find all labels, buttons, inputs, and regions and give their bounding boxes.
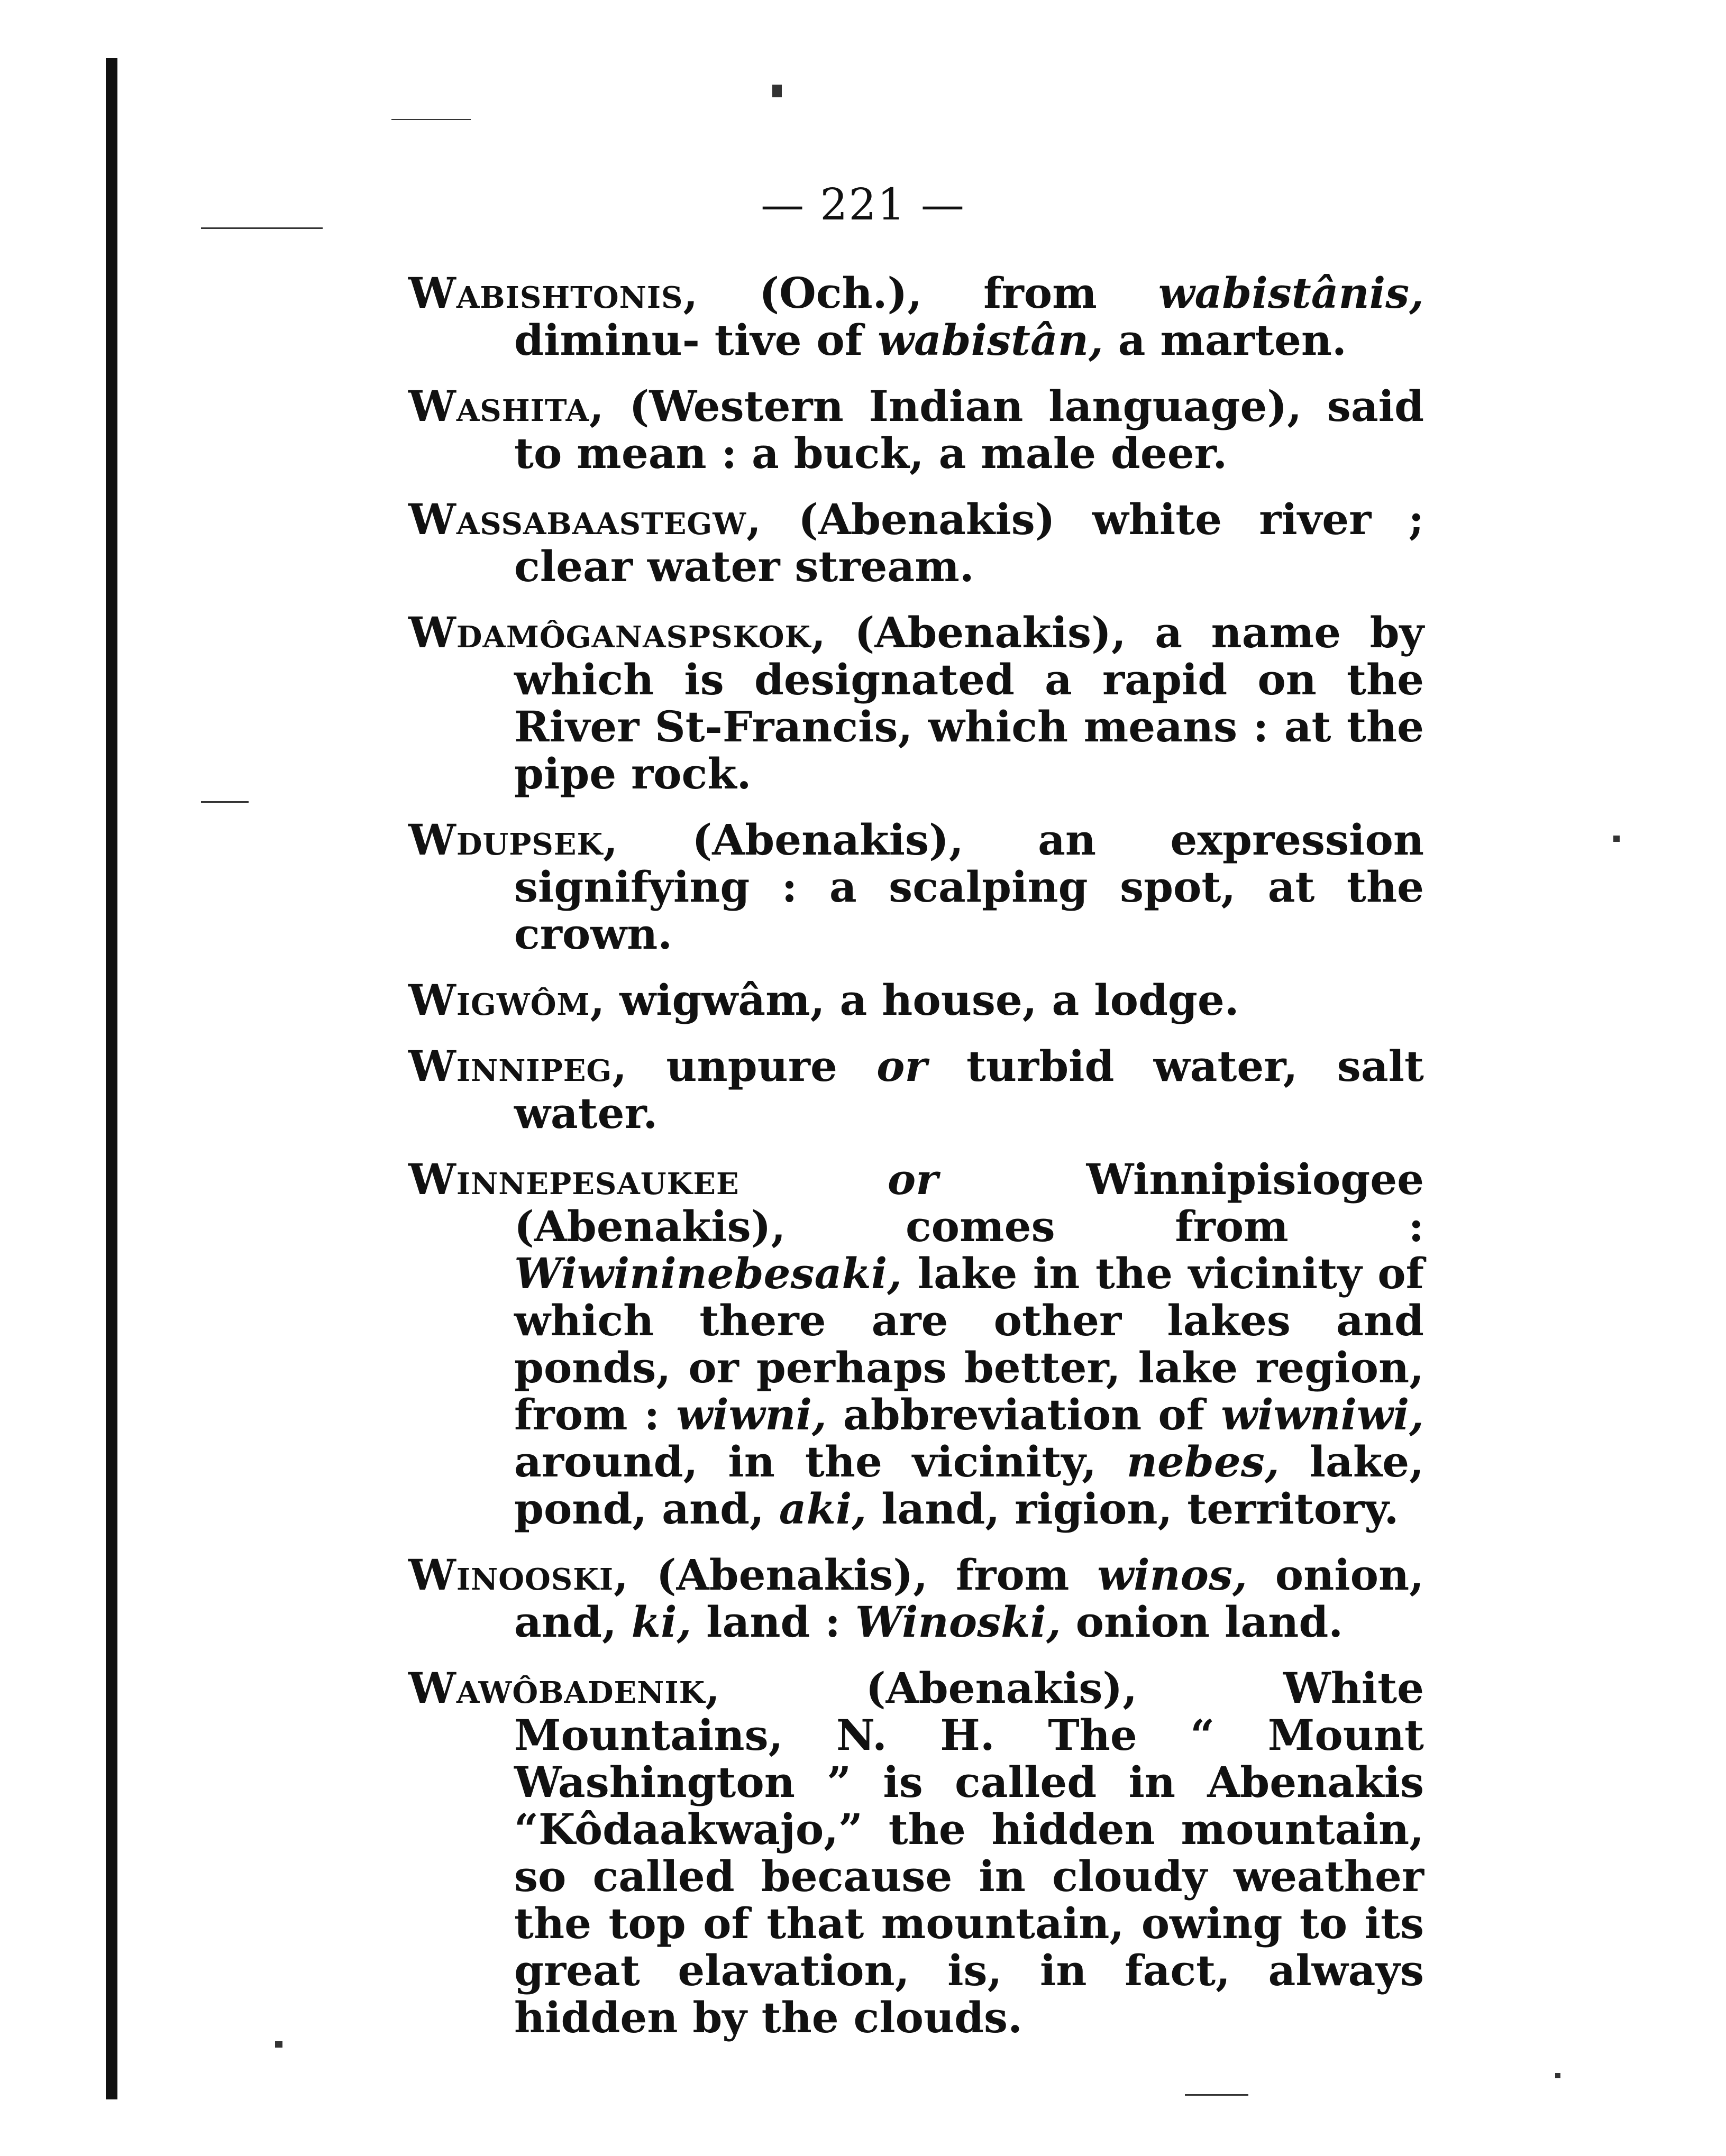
entry-winnipeg [408, 1043, 1424, 1137]
scan-speck [772, 85, 782, 97]
entry-text: , wigwâm, a house, a lodge. [590, 975, 1239, 1025]
entry-wdupsek [408, 816, 1424, 958]
entry-headword: Wabishtonis [408, 268, 683, 318]
entry-wdamoganaspskok [408, 609, 1424, 797]
entry-text: , unpure [612, 1041, 877, 1091]
entry-text: , (Abenakis), White Mountains, N. H. The “ Mount Washington ” is called in Abenakis “Kôdaakwajo,” the hidden mountain, so called because in cloudy weather the top of that mountain, owing to its great elavation, is, in fact, always hidden by the clouds. [514, 1663, 1424, 2042]
entry-text: wabistânis, [1158, 268, 1424, 318]
entry-text: or [887, 1154, 938, 1204]
entry-text: ki, [631, 1597, 692, 1647]
entry-text [739, 1154, 888, 1204]
scan-speck [1555, 2073, 1560, 2078]
entry-text: , (Och.), from [683, 268, 1158, 318]
entry-winnepesaukee [408, 1156, 1424, 1533]
entry-text: onion, and, [514, 1550, 1424, 1647]
scan-speck [1185, 2094, 1248, 2096]
scan-speck [275, 2041, 282, 2048]
entry-text: onion land. [1061, 1597, 1344, 1647]
entry-text: Winnipisiogee (Abenakis), comes from : [514, 1154, 1424, 1251]
entry-text: land : [691, 1597, 855, 1647]
entry-text: wiwniwi, [1221, 1390, 1424, 1439]
entry-text: turbid water, salt water. [514, 1041, 1424, 1138]
entry-text: abbreviation of [826, 1390, 1221, 1439]
scan-speck [1613, 836, 1620, 842]
entry-wigwom [408, 977, 1424, 1024]
entry-text: or [876, 1041, 927, 1091]
entry-text: land, rigion, territory. [866, 1484, 1399, 1534]
entry-text: , (Abenakis) white river ; clear water stream. [514, 494, 1424, 591]
entry-text: diminu- tive of [514, 315, 878, 365]
entry-text: wabistân, [877, 315, 1103, 365]
entry-text: aki, [779, 1484, 867, 1534]
entry-headword: Wdupsek [408, 815, 604, 865]
page-number: — 221 — [761, 180, 965, 230]
entry-headword: Winnipeg [408, 1041, 613, 1091]
entry-text: lake in the vicinity of which there are other lakes and ponds, or perhaps better, lake region, from : [514, 1249, 1424, 1439]
binding-edge-line [106, 58, 117, 2099]
entry-text: Winoski, [855, 1597, 1061, 1647]
entry-headword: Winooski [408, 1550, 614, 1600]
entry-wabishtonis [408, 270, 1424, 364]
entry-washita [408, 383, 1424, 477]
scan-speck [391, 119, 471, 120]
entry-text: Wiwininebesaki, [514, 1249, 902, 1298]
entry-headword: Wassabaastegw [408, 494, 747, 544]
entry-text: around, in the vicinity, [514, 1437, 1127, 1487]
entry-text: , (Abenakis), from [614, 1550, 1098, 1600]
entry-text: , (Western Indian language), said to mean : a buck, a male deer. [514, 381, 1424, 478]
entry-text: winos, [1097, 1550, 1247, 1600]
entry-text: lake, pond, and, [514, 1437, 1424, 1534]
entry-text: wiwni, [676, 1390, 827, 1439]
entry-text: , (Abenakis), a name by which is designated a rapid on the River St-Francis, which means : at the pipe rock. [514, 608, 1424, 799]
entry-text: , (Abenakis), an expression signifying : a scalping spot, at the crown. [514, 815, 1424, 959]
entry-wassabaastegw [408, 496, 1424, 590]
dictionary-entries [408, 270, 1424, 2060]
entry-wawobadenik [408, 1665, 1424, 2041]
entry-headword: Wawôbadenik [408, 1663, 706, 1713]
entry-headword: Wdamôganaspskok [408, 608, 811, 657]
scan-speck [201, 227, 323, 229]
entry-text: a marten. [1103, 315, 1347, 365]
entry-text: nebes, [1126, 1437, 1280, 1487]
entry-headword: Washita [408, 381, 589, 431]
entry-headword: Wigwôm [408, 975, 590, 1025]
entry-headword: Winnepesaukee [408, 1154, 739, 1204]
scan-speck [201, 801, 249, 803]
entry-winooski [408, 1552, 1424, 1646]
